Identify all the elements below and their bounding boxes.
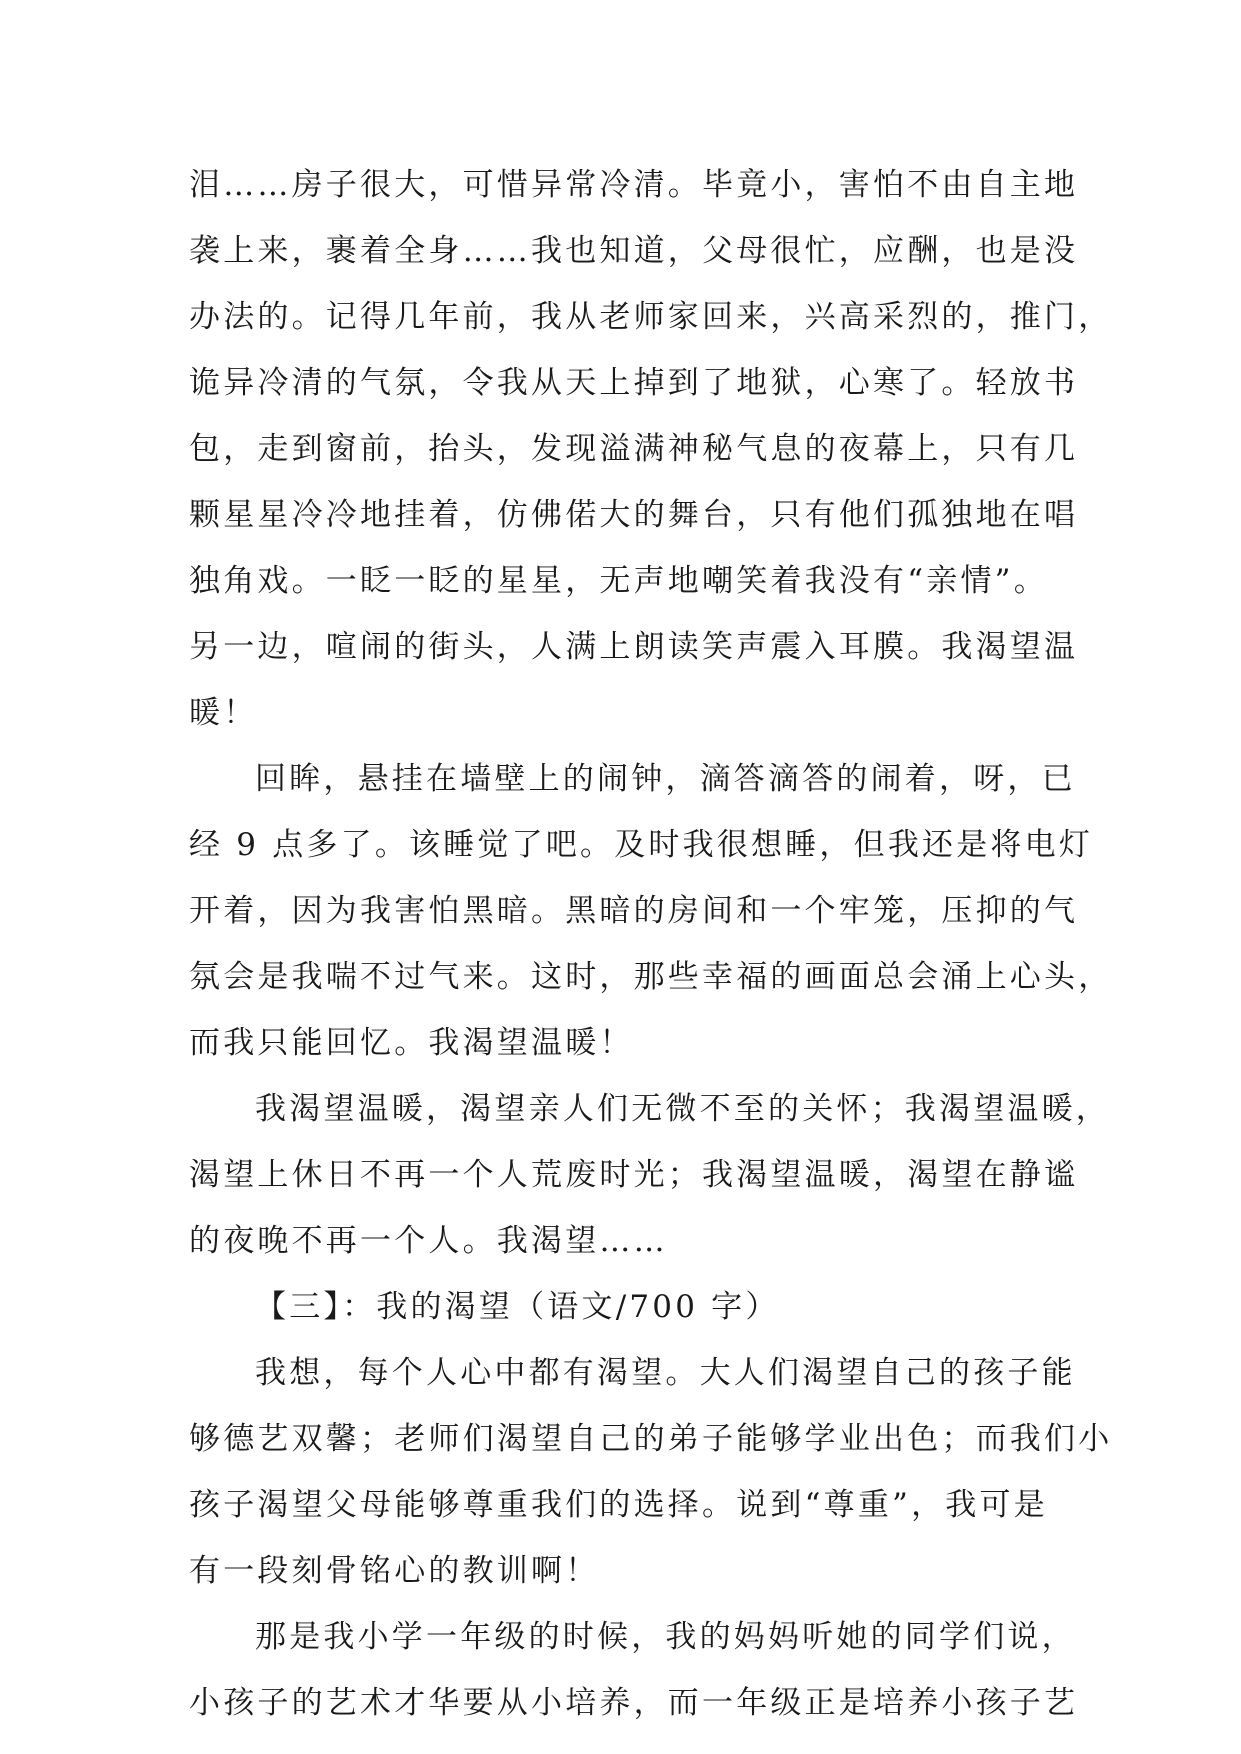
text-line: 袭上来，裹着全身……我也知道，父母很忙，应酬，也是没 (189, 233, 1079, 269)
text-line: 氛会是我喘不过气来。这时，那些幸福的画面总会涌上心头， (189, 959, 1113, 995)
paragraph-first-line: 回眸，悬挂在墙壁上的闹钟，滴答滴答的闹着，呀，已 (255, 761, 1076, 797)
text-line: 够德艺双馨；老师们渴望自己的弟子能够学业出色；而我们小 (189, 1421, 1113, 1457)
text-line: 有一段刻骨铭心的教训啊！ (189, 1553, 600, 1589)
paragraph-first-line: 我渴望温暖，渴望亲人们无微不至的关怀；我渴望温暖， (255, 1091, 1110, 1127)
text-line: 独角戏。一眨一眨的星星，无声地嘲笑着我没有“亲情”。 (189, 563, 1048, 599)
text-line: 小孩子的艺术才华要从小培养，而一年级正是培养小孩子艺 (189, 1685, 1079, 1721)
paragraph-first-line: 那是我小学一年级的时候，我的妈妈听她的同学们说， (255, 1619, 1076, 1655)
text-line: 包，走到窗前，抬头，发现溢满神秘气息的夜幕上，只有几 (189, 431, 1079, 467)
text-line: 渴望上休日不再一个人荒废时光；我渴望温暖，渴望在静谧 (189, 1157, 1079, 1193)
paragraph-first-line: 我想，每个人心中都有渴望。大人们渴望自己的孩子能 (255, 1355, 1076, 1391)
document-body (189, 152, 1113, 1736)
text-line: 颗星星冷冷地挂着，仿佛偌大的舞台，只有他们孤独地在唱 (189, 497, 1079, 533)
text-line: 经 9 点多了。该睡觉了吧。及时我很想睡，但我还是将电灯 (189, 827, 1094, 863)
text-line: 另一边，喧闹的街头，人满上朗读笑声震入耳膜。我渴望温 (189, 629, 1079, 665)
text-line: 办法的。记得几年前，我从老师家回来，兴高采烈的，推门， (189, 299, 1113, 335)
text-line: 孩子渴望父母能够尊重我们的选择。说到“尊重”，我可是 (189, 1487, 1048, 1523)
text-line: 开着，因为我害怕黑暗。黑暗的房间和一个牢笼，压抑的气 (189, 893, 1079, 929)
text-line: 而我只能回忆。我渴望温暖！ (189, 1025, 634, 1061)
section-heading: 【三】：我的渴望（语文/700 字） (255, 1289, 780, 1325)
text-line: 的夜晚不再一个人。我渴望…… (189, 1223, 668, 1259)
text-line: 泪……房子很大，可惜异常冷清。毕竟小，害怕不由自主地 (189, 167, 1079, 203)
text-line: 暖！ (189, 695, 258, 731)
text-line: 诡异冷清的气氛，令我从天上掉到了地狱，心寒了。轻放书 (189, 365, 1079, 401)
